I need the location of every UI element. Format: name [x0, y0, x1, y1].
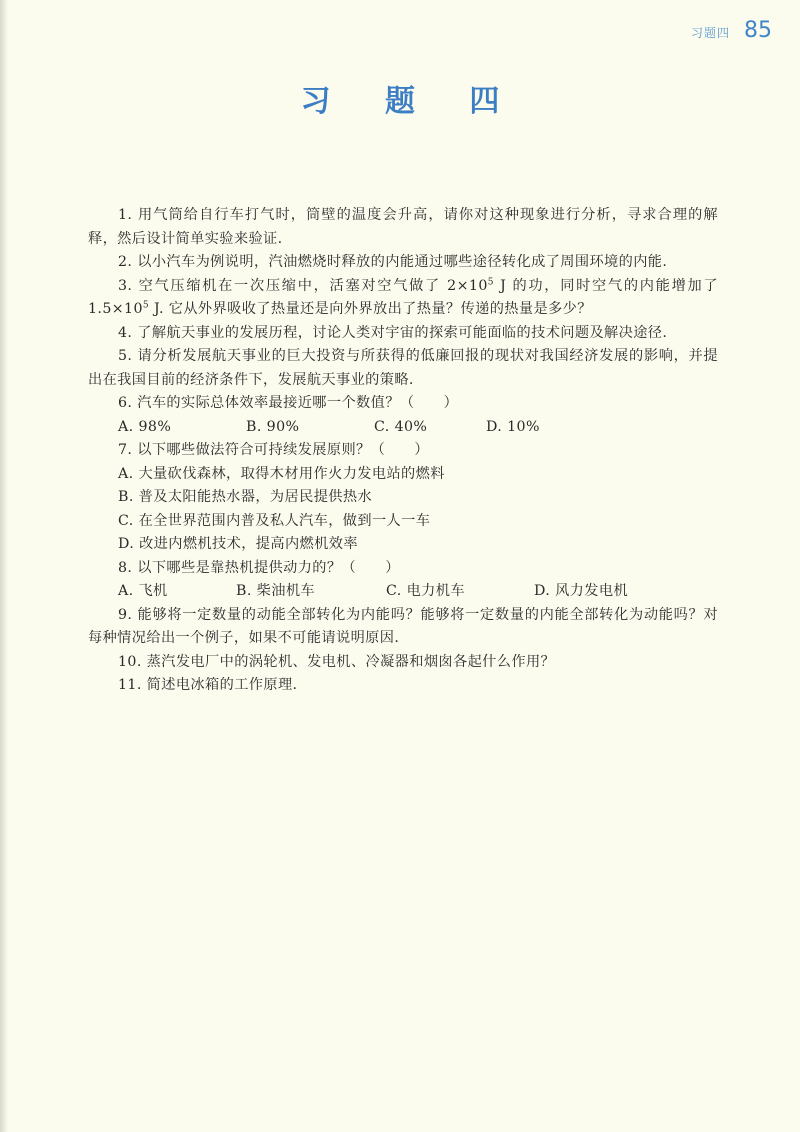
question-9: 9. 能够将一定数量的动能全部转化为内能吗？能够将一定数量的内能全部转化为动能吗？对每种情况给出一个例子，如果不可能请说明原因. — [88, 606, 718, 646]
question-6-option-b: B. 90% — [246, 418, 300, 435]
question-8-option-c: C. 电力机车 — [386, 583, 465, 599]
question-3-exponent-2: 5 — [142, 300, 150, 311]
question-3-part-c: J. 它从外界吸收了热量还是向外界放出了热量？传递的热量是多少？ — [149, 301, 592, 317]
question-2: 2. 以小汽车为例说明，汽油燃烧时释放的内能通过哪些途径转化成了周围环境的内能. — [118, 254, 668, 270]
header-section-title: 习题四 — [690, 26, 730, 40]
page-number: 85 — [744, 18, 772, 43]
question-6: 6. 汽车的实际总体效率最接近哪一个数值？（ ） — [118, 395, 459, 411]
question-7-option-b: B. 普及太阳能热水器，为居民提供热水 — [118, 489, 373, 505]
question-7-option-a: A. 大量砍伐森林，取得木材用作火力发电站的燃料 — [118, 465, 445, 482]
question-10: 10. 蒸汽发电厂中的涡轮机、发电机、冷凝器和烟囱各起什么作用？ — [118, 653, 556, 670]
question-8-option-a: A. 飞机 — [118, 583, 168, 599]
question-6-option-d: D. 10% — [486, 418, 540, 435]
question-4: 4. 了解航天事业的发展历程，讨论人类对宇宙的探索可能面临的技术问题及解决途径. — [118, 324, 668, 341]
question-5: 5. 请分析发展航天事业的巨大投资与所获得的低廉回报的现状对我国经济发展的影响，并提出在我国目前的经济条件下，发展航天事业的策略. — [88, 348, 718, 388]
question-8-options — [88, 580, 718, 604]
question-3-part-b: J 的功，同时空气的内能增加了 1.5×10 — [88, 277, 719, 317]
page-header — [691, 18, 772, 43]
exercise-list — [88, 204, 718, 698]
question-3 — [88, 275, 718, 322]
page-title: 习 题 四 — [300, 84, 522, 119]
question-6-option-a: A. 98% — [118, 418, 172, 435]
question-8-option-b: B. 柴油机车 — [236, 583, 315, 599]
question-7-option-c: C. 在全世界范围内普及私人汽车，做到一人一车 — [118, 512, 431, 529]
question-6-option-c: C. 40% — [374, 418, 428, 435]
page-edge-shadow — [0, 0, 8, 1132]
question-3-part-a: 3. 空气压缩机在一次压缩中，活塞对空气做了 2×10 — [118, 277, 488, 294]
question-6-options — [88, 416, 718, 440]
question-8-option-d: D. 风力发电机 — [534, 583, 629, 599]
question-8: 8. 以下哪些是靠热机提供动力的？（ ） — [118, 559, 400, 576]
question-3-exponent-1: 5 — [487, 276, 494, 287]
question-11: 11. 简述电冰箱的工作原理. — [118, 677, 298, 693]
question-1: 1. 用气筒给自行车打气时，筒壁的温度会升高，请你对这种现象进行分析，寻求合理的解释，然后设计简单实验来验证. — [88, 207, 718, 247]
question-7-option-d: D. 改进内燃机技术，提高内燃机效率 — [118, 536, 358, 552]
question-7: 7. 以下哪些做法符合可持续发展原则？（ ） — [118, 442, 429, 458]
